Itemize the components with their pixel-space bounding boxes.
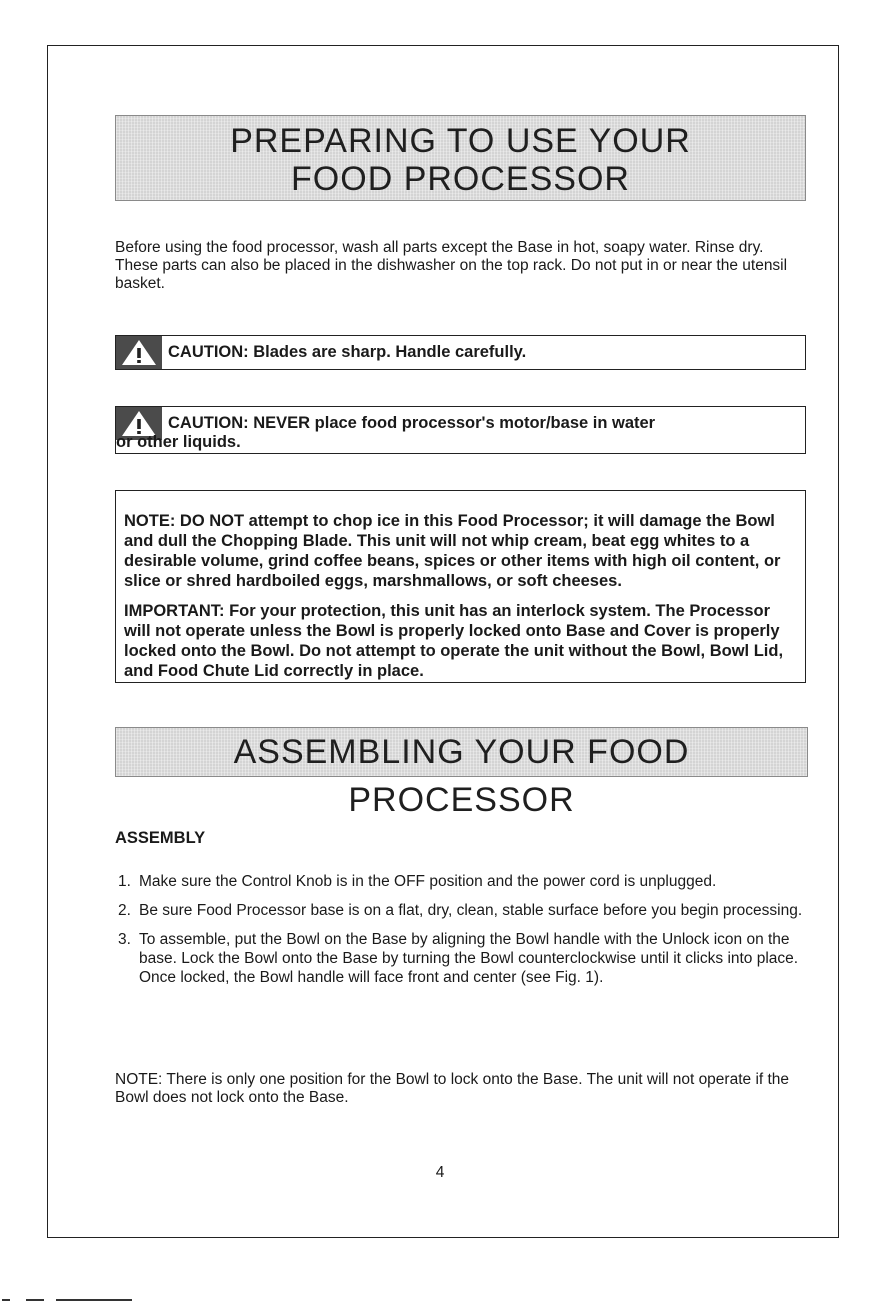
assembly-heading: ASSEMBLY — [115, 829, 206, 847]
assembly-steps — [115, 872, 805, 997]
caution-line-1: CAUTION: NEVER place food processor's motor/base in water — [168, 414, 656, 432]
step-text: Be sure Food Processor base is on a flat, dry, clean, stable surface before you begin processing. — [139, 902, 803, 919]
caution-line-2: or other liquids. — [116, 433, 241, 451]
important-paragraph: IMPORTANT: For your protection, this unit has an interlock system. The Processor will not operate unless the Bowl is properly locked onto Base and Cover is properly locked onto the Bowl. Do not attempt to operate the unit without the Bowl, Bowl Lid, and Food Chute Lid correctly in place. — [124, 602, 784, 680]
step-number: 2. — [118, 902, 131, 919]
warning-icon — [116, 336, 162, 369]
section-banner-assembling — [115, 727, 808, 819]
list-item — [115, 930, 805, 987]
intro-paragraph: Before using the food processor, wash all parts except the Base in hot, soapy water. Rinse dry. These parts can also be placed in the dishwasher on the top rack. Do not put in or near the utensil basket. — [115, 239, 788, 292]
assembly-note: NOTE: There is only one position for the Bowl to lock onto the Base. The unit will not operate if the Bowl does not lock onto the Base. — [115, 1071, 790, 1106]
step-number: 1. — [118, 873, 131, 890]
step-text: Make sure the Control Knob is in the OFF position and the power cord is unplugged. — [139, 873, 717, 890]
scan-artifact — [26, 1299, 44, 1301]
step-text: To assemble, put the Bowl on the Base by aligning the Bowl handle with the Unlock icon on the base. Lock the Bowl onto the Base by turning the Bowl counterclockwise until it clicks into place. Once locked, the Bowl handle will face front and center (see Fig. 1). — [139, 931, 799, 986]
note-box — [115, 490, 806, 683]
list-item — [115, 901, 805, 920]
caution-text — [116, 414, 788, 452]
banner-title: ASSEMBLING YOUR FOOD PROCESSOR — [233, 733, 690, 819]
caution-box-blades — [115, 335, 806, 370]
scan-artifact — [2, 1299, 10, 1301]
list-item — [115, 872, 805, 891]
caution-box-water — [115, 406, 806, 454]
scan-artifact — [56, 1299, 132, 1301]
caution-text: CAUTION: Blades are sharp. Handle carefully. — [168, 343, 527, 361]
note-paragraph: NOTE: DO NOT attempt to chop ice in this Food Processor; it will damage the Bowl and dull the Chopping Blade. This unit will not whip cream, beat egg whites to a desirable volume, grind coffee beans, spices or other items with high oil content, or slice or shred hardboiled eggs, marshmallows, or soft cheeses. — [124, 512, 781, 590]
step-number: 3. — [118, 931, 131, 948]
section-banner-preparing — [115, 115, 806, 201]
page-number: 4 — [435, 1164, 445, 1181]
banner-line-1: PREPARING TO USE YOUR — [230, 122, 691, 160]
banner-line-2: FOOD PROCESSOR — [291, 160, 630, 198]
